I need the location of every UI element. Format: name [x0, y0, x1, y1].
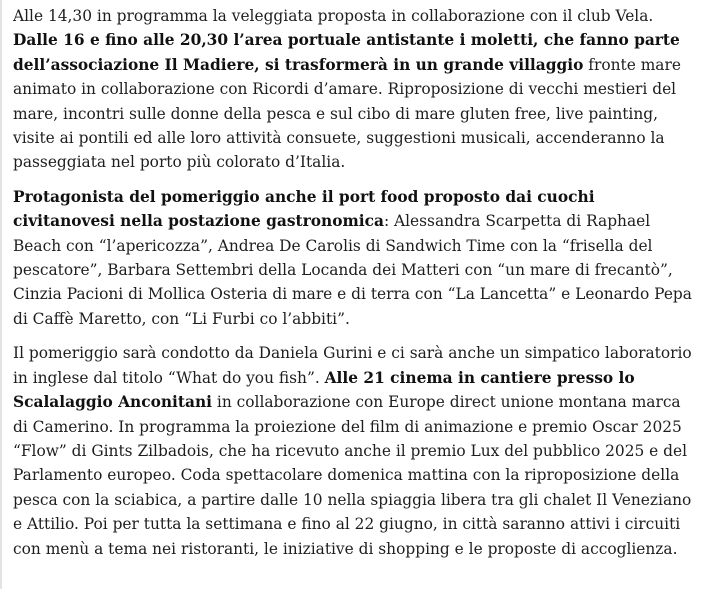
- paragraph-cinema: [13, 341, 693, 561]
- text-segment: Alle 14,30 in programma la veleggiata proposta in collaborazione con il club Vela.: [13, 7, 654, 25]
- bold-segment: Dalle 16 e fino alle 20,30 l’area portuale antistante i moletti, che fanno parte dell’associazione Il Madiere, si trasformerà in un grande villaggio: [13, 31, 680, 74]
- paragraph-port-food: [13, 185, 693, 331]
- bold-segment: Protagonista del pomeriggio anche il port food proposto dai cuochi civitanovesi nella postazione gastronomica: [13, 187, 595, 231]
- text-segment: : Alessandra Scarpetta di Raphael Beach con “l’apericozza”, Andrea De Carolis di Sandwich Time con la “frisella del pescatore”, Barbara Settembri della Locanda dei Matteri con “un mare di frecantò”, Cinzia Pacioni di Mollica Osteria di mare e di terra con “La Lancetta” e Leonardo Pepa di Caffè Maretto, con “Li Furbi co l’abbiti”.: [13, 212, 692, 328]
- text-segment: fronte mare animato in collaborazione con Ricordi d’amare. Riproposizione di vecchi mestieri del mare, incontri sulle donne della pesca e sul cibo di mare gluten free, live painting, visite ai pontili ed alle loro attività consuete, suggestioni musicali, accenderanno la passeggiata nel porto più colorato d’Italia.: [13, 55, 681, 172]
- paragraph-village: [13, 4, 693, 175]
- text-segment: in collaborazione con Europe direct unione montana marca di Camerino. In programma la proiezione del film di animazione e premio Oscar 2025 “Flow” di Gints Zilbadois, che ha ricevuto anche il premio Lux del pubblico 2025 e del Parlamento europeo. Coda spettacolare domenica mattina con la riproposizione della pesca con la sciabica, a partire dalle 10 nella spiaggia libera tra gli chalet Il Veneziano e Attilio. Poi per tutta la settimana e fino al 22 giugno, in città saranno attivi i circuiti con menù a tema nei ristoranti, le iniziative di shopping e le proposte di accoglienza.: [13, 393, 692, 558]
- text-segment: Il pomeriggio sarà condotto da Daniela Gurini e ci sarà anche un simpatico laboratorio in inglese dal titolo “What do you fish”.: [13, 344, 692, 387]
- bold-segment: Alle 21 cinema in cantiere presso lo Scalalaggio Anconitani: [13, 368, 635, 412]
- article-body: [13, 4, 693, 571]
- left-border-rule: [0, 0, 2, 589]
